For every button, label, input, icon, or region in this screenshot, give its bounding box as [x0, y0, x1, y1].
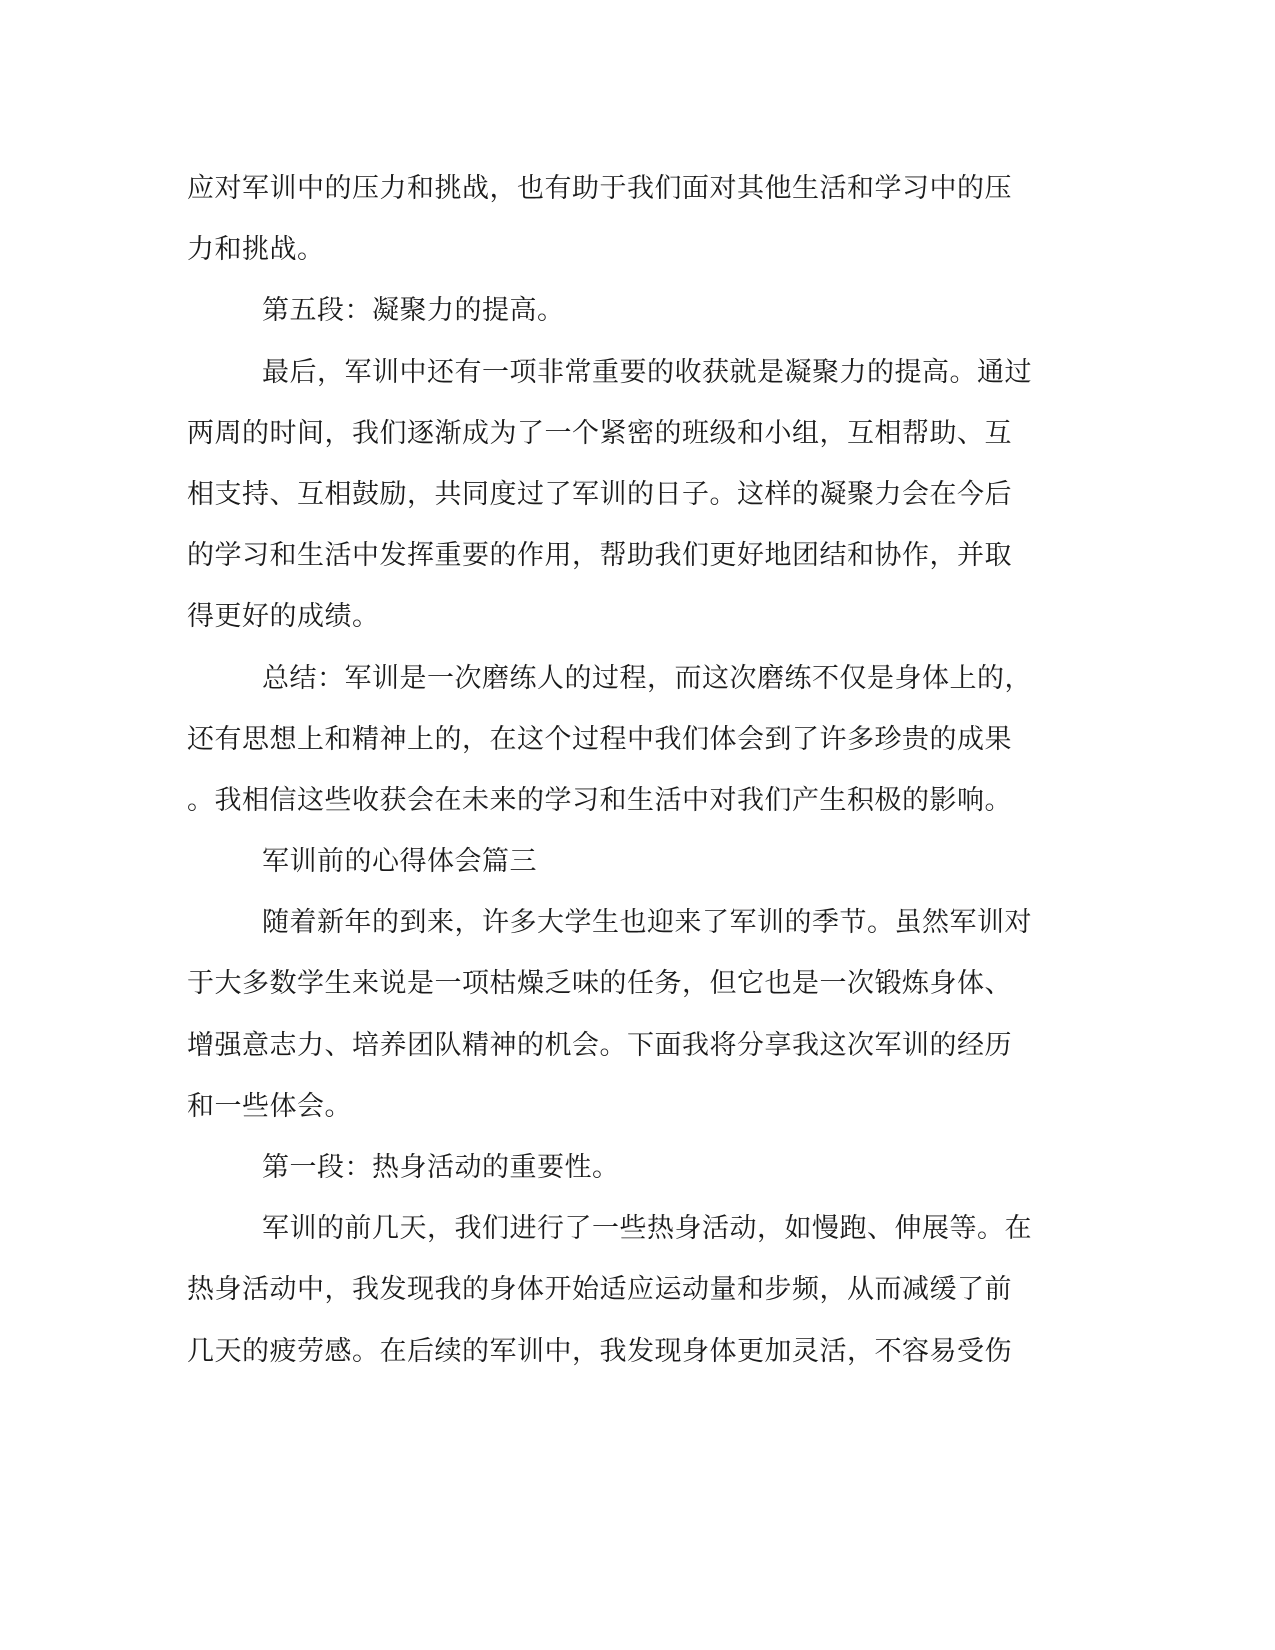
- text-line: 最后，军训中还有一项非常重要的收获就是凝聚力的提高。通过: [262, 356, 1032, 388]
- text-line: 两周的时间，我们逐渐成为了一个紧密的班级和小组，互相帮助、互: [187, 417, 1012, 449]
- text-line: 随着新年的到来，许多大学生也迎来了军训的季节。虽然军训对: [262, 907, 1032, 939]
- text-line: 军训的前几天，我们进行了一些热身活动，如慢跑、伸展等。在: [262, 1213, 1032, 1245]
- text-line: 力和挑战。: [187, 234, 325, 266]
- section-heading: 第一段：热身活动的重要性。: [262, 1152, 620, 1183]
- text-line: 和一些体会。: [187, 1090, 352, 1122]
- text-line: 于大多数学生来说是一项枯燥乏味的任务，但它也是一次锻炼身体、: [187, 968, 1012, 1000]
- text-line: 应对军训中的压力和挑战，也有助于我们面对其他生活和学习中的压: [187, 173, 1012, 204]
- document-body: [187, 158, 1092, 1382]
- text-line: 得更好的成绩。: [187, 601, 380, 633]
- text-line: 热身活动中，我发现我的身体开始适应运动量和步频，从而减缓了前: [187, 1274, 1012, 1306]
- text-line: 。我相信这些收获会在未来的学习和生活中对我们产生积极的影响。: [187, 784, 1012, 816]
- text-line: 总结：军训是一次磨练人的过程，而这次磨练不仅是身体上的，: [262, 662, 1032, 694]
- article-title: 军训前的心得体会篇三: [262, 846, 537, 878]
- text-line: 相支持、互相鼓励，共同度过了军训的日子。这样的凝聚力会在今后: [187, 478, 1012, 510]
- text-line: 的学习和生活中发挥重要的作用，帮助我们更好地团结和协作，并取: [187, 540, 1012, 572]
- text-line: 几天的疲劳感。在后续的军训中，我发现身体更加灵活，不容易受伤: [187, 1335, 1012, 1367]
- text-line: 还有思想上和精神上的，在这个过程中我们体会到了许多珍贵的成果: [187, 723, 1012, 755]
- text-line: 增强意志力、培养团队精神的机会。下面我将分享我这次军训的经历: [187, 1029, 1012, 1061]
- section-heading: 第五段：凝聚力的提高。: [262, 295, 565, 327]
